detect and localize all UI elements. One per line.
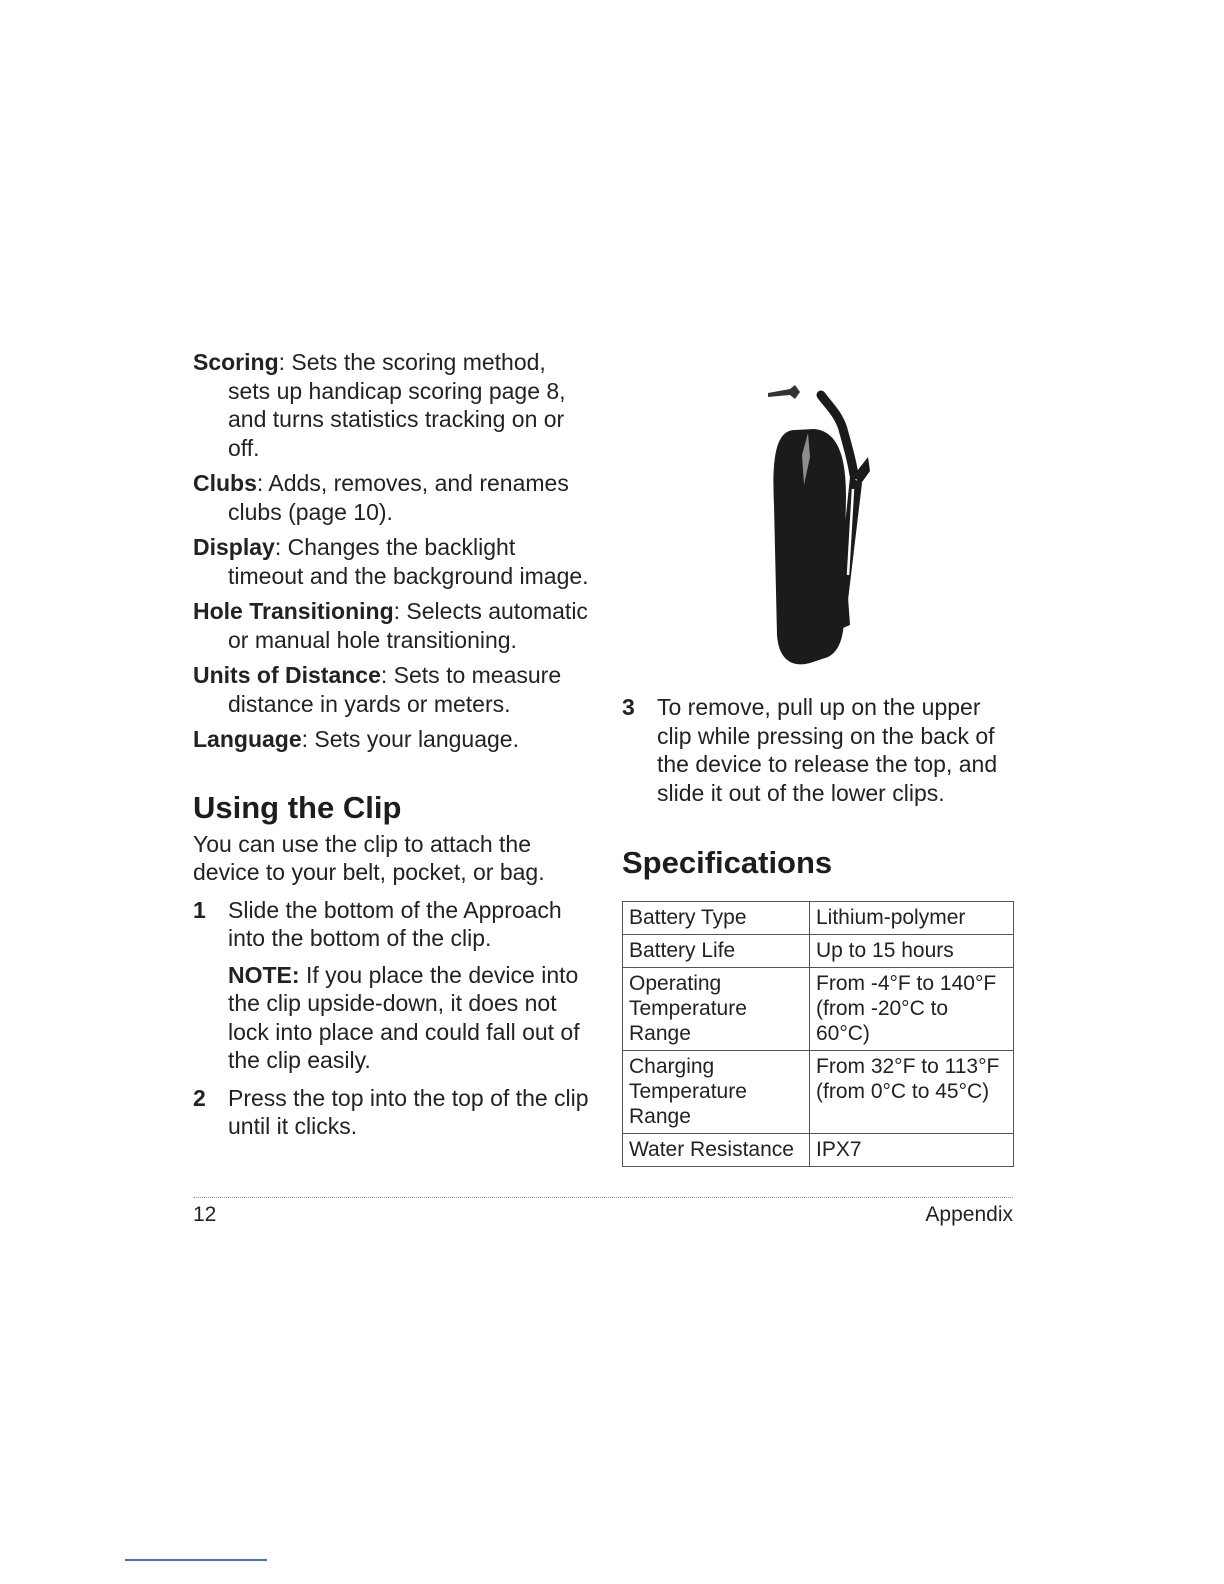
note xyxy=(193,961,593,1075)
setting-description: : Changes the backlight timeout and the background image. xyxy=(228,534,589,589)
spec-key: Operating Temperature Range xyxy=(623,968,810,1051)
specifications-table xyxy=(622,901,1014,1167)
right-column xyxy=(622,385,1017,1167)
footer-section-name: Appendix xyxy=(925,1203,1013,1226)
setting-description: : Adds, removes, and renames clubs (page 10). xyxy=(228,470,569,525)
spec-value: Up to 15 hours xyxy=(810,935,1014,968)
setting-term: Clubs xyxy=(193,470,257,496)
spec-value: From 32°F to 113°F (from 0°C to 45°C) xyxy=(810,1051,1014,1134)
setting-description: : Sets your language. xyxy=(301,726,519,752)
setting-description: : Sets the scoring method, sets up handicap scoring page 8, and turns statistics tracking on or off. xyxy=(228,349,566,461)
setting-description: : Selects automatic or manual hole transitioning. xyxy=(228,598,588,653)
setting-units-of-distance xyxy=(193,661,593,718)
setting-term: Units of Distance xyxy=(193,662,381,688)
page-number: 12 xyxy=(193,1203,217,1226)
note-text: If you place the device into the clip upside-down, it does not lock into place and could fall out of the clip easily. xyxy=(228,961,580,1073)
table-row xyxy=(623,1051,1014,1134)
setting-language xyxy=(193,725,593,754)
link-underline xyxy=(125,1559,267,1561)
step-number: 1 xyxy=(193,896,206,923)
spec-value: Lithium-polymer xyxy=(810,902,1014,935)
spec-value: IPX7 xyxy=(810,1134,1014,1167)
table-row xyxy=(623,968,1014,1051)
setting-term: Scoring xyxy=(193,349,279,375)
setting-clubs xyxy=(193,469,593,526)
setting-hole-transitioning xyxy=(193,597,593,654)
device-clip-illustration xyxy=(750,385,950,685)
step-3 xyxy=(622,693,1017,807)
setting-scoring xyxy=(193,348,593,462)
spec-key: Battery Life xyxy=(623,935,810,968)
using-clip-heading: Using the Clip xyxy=(193,789,402,825)
step-number: 2 xyxy=(193,1084,206,1111)
clip-intro: You can use the clip to attach the device to your belt, pocket, or bag. xyxy=(193,830,545,885)
setting-term: Display xyxy=(193,534,275,560)
specifications-heading: Specifications xyxy=(622,845,833,880)
step-2 xyxy=(193,1084,593,1141)
setting-description: : Sets to measure distance in yards or meters. xyxy=(228,662,562,717)
setting-term: Language xyxy=(193,726,302,752)
step-text: Slide the bottom of the Approach into the bottom of the clip. xyxy=(228,896,562,951)
left-column xyxy=(193,348,593,1141)
step-number: 3 xyxy=(622,694,635,720)
spec-key: Water Resistance xyxy=(623,1134,810,1167)
table-row xyxy=(623,902,1014,935)
table-row xyxy=(623,1134,1014,1167)
spec-value: From -4°F to 140°F (from -20°C to 60°C) xyxy=(810,968,1014,1051)
table-row xyxy=(623,935,1014,968)
spec-key: Charging Temperature Range xyxy=(623,1051,810,1134)
step-1 xyxy=(193,896,593,953)
footer-divider xyxy=(193,1197,1013,1198)
spec-key: Battery Type xyxy=(623,902,810,935)
setting-display xyxy=(193,533,593,590)
step-text: To remove, pull up on the upper clip while pressing on the back of the device to release the top, and slide it out of the lower clips. xyxy=(657,694,998,806)
note-label: NOTE: xyxy=(228,961,300,988)
setting-term: Hole Transitioning xyxy=(193,598,394,624)
step-text: Press the top into the top of the clip until it clicks. xyxy=(228,1084,589,1139)
